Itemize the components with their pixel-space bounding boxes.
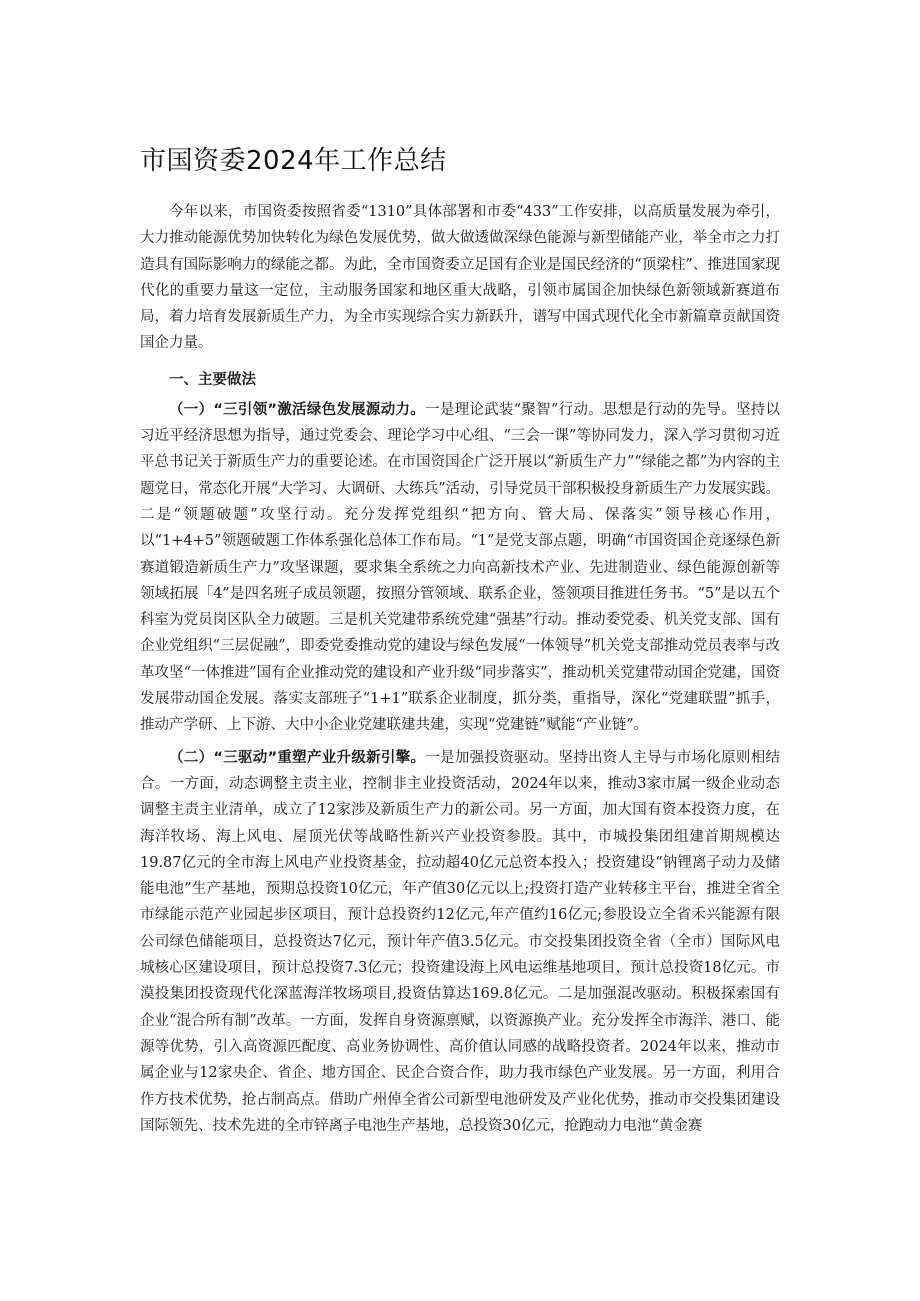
paragraph-body: 一是理论武装“聚智”行动。思想是行动的先导。坚持以习近平经济思想为指导，通过党委会、理论学习中心组、“三会一课”等协同发力，深入学习贯彻习近平总书记关于新质生产力的重要论述。在市国资国企广泛开展以“新质生产力”“绿能之都”为内容的主题党日，常态化开展“大学习、大调研、大练兵”活动，引导党员干部积极投身新质生产力发展实践。二是“领题破题”攻坚行动。充分发挥党组织“把方向、管大局、保落实”领导核心作用，以“1+4+5”领题破题工作体系强化总体工作布局。“1”是党支部点题，明确“市国资国企竞逐绿色新赛道锻造新质生产力”攻坚课题，要求集全系统之力向高新技术产业、先进制造业、绿色能源创新等领域拓展「4”是四名班子成员领题，按照分管领域、联系企业，签领项目推进任务书。“5”是以五个科室为党员岗区队全力破题。三是机关党建带系统党建“强基”行动。推动委党委、机关党支部、国有企业党组织“三层促融”，即委党委推动党的建设与绿色发展“一体领导”机关党支部推动党员表率与改革攻坚“一体推进”国有企业推动党的建设和产业升级“同步落实”，推动机关党建带动国企党建，国资发展带动国企发展。落实支部班子“1+1”联系企业制度，抓分类，重指导，深化“党建联盟”抓手，推动产学研、上下游、大中小企业党建联建共建，实现“党建链”赋能“产业链”。: [140, 401, 781, 734]
intro-paragraph: 今年以来，市国资委按照省委“1310”具体部署和市委“433”工作安排，以高质量发展为牵引，大力推动能源优势加快转化为绿色发展优势，做大做透做深绿色能源与新型储能产业，举全市之力打造具有国际影响力的绿能之都。为此，全市国资委立足国有企业是国民经济的“顶梁柱”、推进国家现代化的重要力量这一定位，主动服务国家和地区重大战略，引领市属国企加快绿色新领域新赛道布局，着力培育发展新质生产力，为全市实现综合实力新跃升，谱写中国式现代化全市新篇章贡献国资国企力量。: [140, 204, 780, 352]
paragraph-body: 一是加强投资驱动。坚持出资人主导与市场化原则相结合。一方面，动态调整主责主业，控制非主业投资活动，2024年以来，推动3家市属一级企业动态调整主责主业清单，成立了12家涉及新质生产力的新公司。另一方面，加大国有资本投资力度，在海洋牧场、海上风电、屋顶光伏等战略性新兴产业投资参股。其中，市城投集团组建首期规模达19.87亿元的全市海上风电产业投资基金，拉动超40亿元总资本投入；投资建设“钠锂离子动力及储能电池”生产基地，预期总投资10亿元，年产值30亿元以上;投资打造产业转移主平台，推进全省全市绿能示范产业园起步区项目，预计总投资约12亿元,年产值约16亿元;参股设立全省禾兴能源有限公司绿色储能项目，总投资达7亿元，预计年产值3.5亿元。市交投集团投资全省（全市）国际风电城核心区建设项目，预计总投资7.3亿元；投资建设海上风电运维基地项目，预计总投资18亿元。市漠投集团投资现代化深蓝海洋牧场项目,投资估算达169.8亿元。二是加强混改驱动。积极探索国有企业“混合所有制”改革。一方面，发挥自身资源禀赋，以资源换产业。充分发挥全市海洋、港口、能源等优势，引入高资源匹配度、高业务协调性、高价值认同感的战略投资者。2024年以来，推动市属企业与12家央企、省企、地方国企、民企合资合作，助力我市绿色产业发展。另一方面，利用合作方技术优势，抢占制高点。借助广州倬全省公司新型电池研发及产业化优势，推动市交投集团建设国际领先、技术先进的全市锌离子电池生产基地，总投资30亿元，抢跑动力电池“黄金赛: [140, 749, 781, 1134]
paragraph-lead: （一）“三引领”激活绿色发展源动力。: [169, 401, 426, 418]
paragraph-lead: （二）“三驱动”重塑产业升级新引擎。: [169, 749, 426, 766]
paragraph-three-leads: [140, 397, 780, 739]
document-page: [140, 140, 780, 1139]
section-heading-main-practices: 一、主要做法: [169, 371, 256, 388]
paragraph-three-drivers: [140, 745, 780, 1139]
document-title: 市国资委2024年工作总结: [140, 146, 447, 176]
